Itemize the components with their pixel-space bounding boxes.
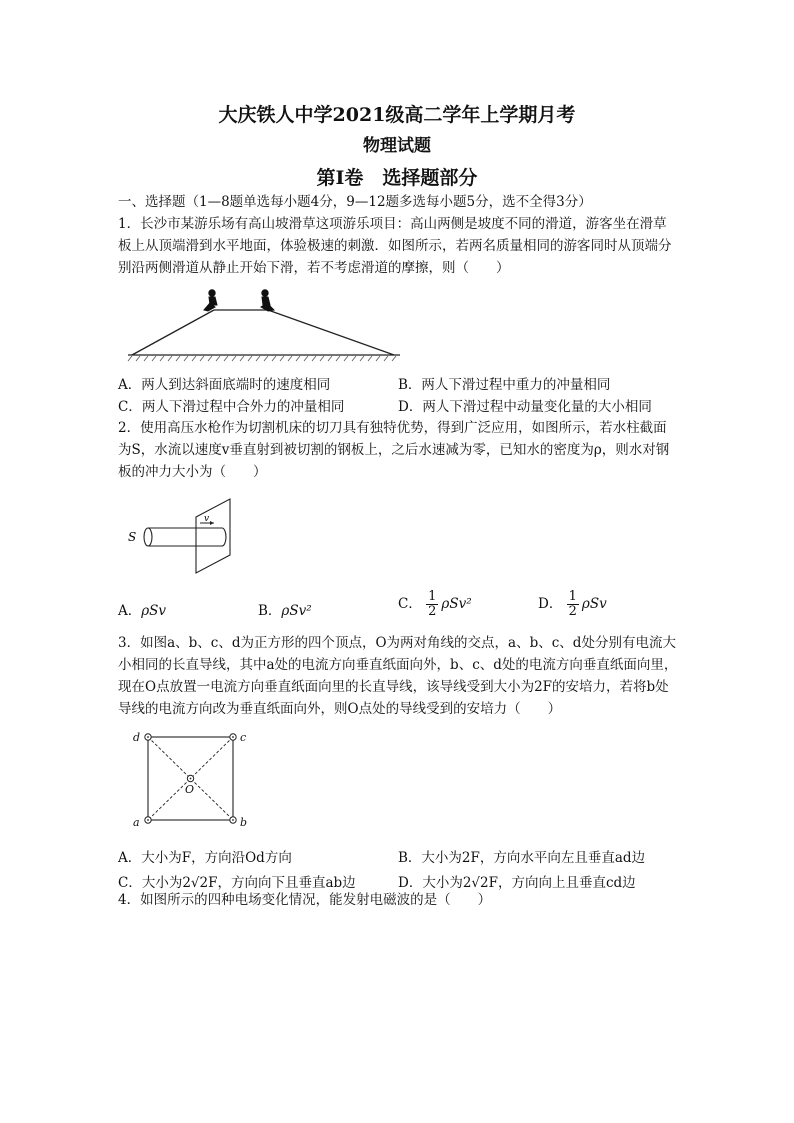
- part-title: 第Ⅰ卷 选择题部分: [316, 167, 478, 189]
- q2-option-a[interactable]: A．ρSv: [118, 603, 167, 619]
- q2-stem: 2．使用高压水枪作为切割机床的切刀具有独特优势，得到广泛应用，如图所示，若水柱截面为S，水流以速度v垂直射到被切割的钢板上，之后水速减为零，已知水的密度为ρ，则水对钢板的冲力大小为（ ）: [118, 420, 670, 480]
- vertex-a-label: a: [133, 816, 140, 829]
- water-jet-figure: [118, 495, 258, 575]
- q3-option-b[interactable]: B．大小为2F，方向水平向左且垂直ad边: [398, 850, 646, 866]
- vertex-d-label: d: [133, 731, 141, 744]
- q2-option-b[interactable]: B．ρSv²: [258, 603, 312, 619]
- q1-option-a[interactable]: A．两人到达斜面底端时的速度相同: [118, 377, 331, 393]
- fig-s-label: S: [128, 530, 137, 544]
- q3-option-a[interactable]: A．大小为F，方向沿Od方向: [118, 850, 292, 866]
- q3-stem: 3．如图a、b、c、d为正方形的四个顶点，O为两对角线的交点，a、b、c、d处分别有电流大小相同的长直导线，其中a处的电流方向垂直纸面向外，b、c、d处的电流方向垂直纸面向里，现在O点放置一电流方向垂直纸面向里的长直导线，该导线受到大小为2F的安培力，若将b处导线的电流方向改为垂直纸面向外，则O点处的导线受到的安培力（ ）: [118, 635, 678, 717]
- q3-option-c[interactable]: C．大小为2√2F，方向向下且垂直ab边: [118, 875, 356, 891]
- right-skier-icon: [261, 290, 274, 311]
- fig-v-label: v: [204, 514, 210, 524]
- q3-option-d[interactable]: D．大小为2√2F，方向向上且垂直cd边: [398, 875, 636, 891]
- q1-stem: 1．长沙市某游乐场有高山坡滑草这项游乐项目：高山两侧是坡度不同的滑道，游客坐在滑草板上从顶端滑到水平地面，体验极速的刺激．如图所示，若两名质量相同的游客同时从顶端分别沿两侧滑道从静止开始下滑，若不考虑滑道的摩擦，则（ ）: [118, 216, 672, 276]
- q2-option-d[interactable]: D． $\frac{1}{2}$ ρSv: [538, 589, 607, 619]
- vertex-b-label: b: [240, 816, 248, 829]
- center-o-label: O: [185, 783, 195, 796]
- q1-option-c[interactable]: C．两人下滑过程中合外力的冲量相同: [118, 399, 345, 415]
- ski-slope-figure: [118, 283, 418, 365]
- half-fraction: $\frac{1}{2}$: [568, 589, 577, 619]
- exam-title: 大庆铁人中学2021级高二学年上学期月考: [218, 104, 576, 126]
- q1-option-d[interactable]: D．两人下滑过程中动量变化量的大小相同: [398, 399, 652, 415]
- half-fraction: $\frac{1}{2}$: [428, 589, 437, 619]
- q4-stem: 4．如图所示的四种电场变化情况，能发射电磁波的是（ ）: [118, 892, 492, 908]
- left-skier-icon: [204, 290, 217, 311]
- q1-option-b[interactable]: B．两人下滑过程中重力的冲量相同: [398, 377, 611, 393]
- square-wires-figure: [128, 727, 258, 831]
- q2-option-c[interactable]: C． $\frac{1}{2}$ ρSv²: [398, 589, 472, 619]
- section-label: 一、选择题（1—8题单选每小题4分，9—12题多选每小题5分，选不全得3分）: [118, 194, 592, 210]
- subject-title: 物理试题: [363, 136, 431, 156]
- vertex-c-label: c: [240, 731, 247, 744]
